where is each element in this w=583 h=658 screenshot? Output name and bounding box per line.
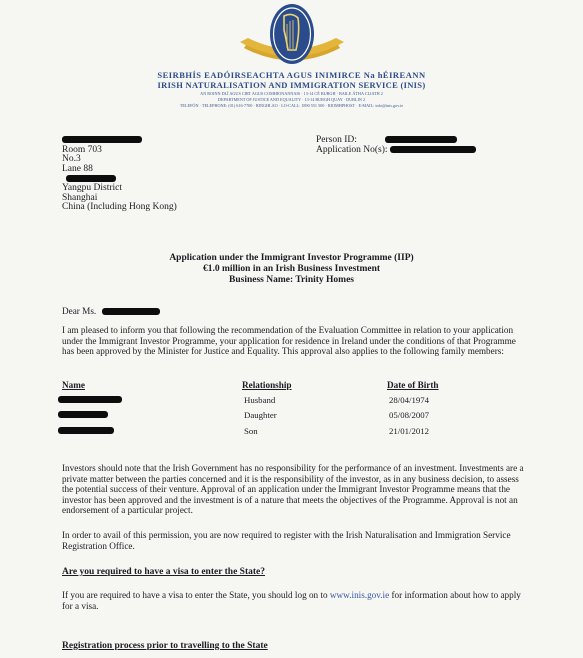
registration-paragraph: In order to avail of this permission, you are now required to register with the Irish Naturalisation and Immigration Service Registration Office.	[62, 530, 511, 551]
reference-block	[316, 136, 476, 155]
redaction-bar	[62, 136, 142, 143]
approval-paragraph: I am pleased to inform you that following the recommendation of the Evaluation Committee in relation to your application under the Immigrant Investor Programme, your application for residence in Ireland under the conditions of that Programme has been approved by the Minister for Justice and Equality. This approval also applies to the following family members:	[62, 325, 516, 357]
application-no-label: Application No(s):	[316, 144, 388, 155]
recipient-address	[62, 136, 177, 213]
visa-text: If you are required to have a visa to enter the State, you should log on to	[62, 590, 330, 600]
letter-title: Application under the Immigrant Investor Programme (IIP)	[169, 253, 414, 263]
table-row	[0, 410, 583, 422]
address-line: Shanghai	[62, 192, 98, 203]
dob-cell: 05/08/2007	[389, 410, 430, 420]
agency-address-line: AN ROINN DLÍ AGUS CIRT AGUS COMHIONANNAIS · 13-14 CÉ BURGH · BAILE ÁTHA CLIATH 2	[200, 91, 383, 96]
agency-name-irish: SEIRBHÍS EADÓIRSEACHTA AGUS INIMIRCE Na hÉIREANN	[157, 70, 426, 80]
visa-text-end: for information about how to apply for a visa.	[62, 590, 521, 611]
redaction-bar	[66, 175, 116, 182]
inis-website-link[interactable]: www.inis.gov.ie	[329, 590, 390, 600]
address-line: Room 703	[62, 144, 102, 155]
address-line: No.3	[62, 154, 81, 165]
redaction-bar	[58, 396, 122, 403]
investment-disclaimer-paragraph: Investors should note that the Irish Government has no responsibility for the performance of an investment. Investments are a private matter between the parties concerned and it is the responsibility of the investor, as in any business decision, to assess the potential success of their venture. Approval of an application under the Immigrant Investor Programme means that the investor has been approved and the investment is of a nature that meets the objectives of the Programme. Approval is not an endorsement of a particular project.	[62, 463, 524, 516]
table-header-name: Name	[62, 380, 85, 390]
table-header-dob: Date of Birth	[387, 380, 439, 390]
application-no-row	[316, 146, 476, 156]
letter-subtitle: €1.0 million in an Irish Business Investment	[202, 264, 381, 274]
salutation	[62, 306, 524, 317]
visa-heading: Are you required to have a visa to enter the State?	[62, 567, 265, 577]
relationship-cell: Husband	[244, 395, 276, 405]
address-line: Lane 88	[62, 163, 93, 174]
agency-address-line: DEPARTMENT OF JUSTICE AND EQUALITY · 13-14 BURGH QUAY · DUBLIN 2	[217, 97, 366, 102]
redaction-bar	[58, 427, 114, 434]
agency-address-line: TELEFÓN · TELEPHONE: (01) 616-7700 · RINGHLAO · LO-CALL: 1890 551 500 · RIOMHPHOST · E-MAIL: info@inis.gov.ie	[179, 103, 404, 108]
agency-name-english: IRISH NATURALISATION AND IMMIGRATION SERVICE (INIS)	[157, 80, 426, 90]
address-line: China (Including Hong Kong)	[62, 202, 177, 213]
business-name: Business Name: Trinity Homes	[229, 275, 354, 285]
dob-cell: 21/01/2012	[389, 426, 430, 436]
table-header-relationship: Relationship	[242, 380, 292, 390]
redaction-bar	[102, 308, 160, 315]
relationship-cell: Daughter	[244, 410, 277, 420]
address-line: Yangpu District	[62, 182, 122, 193]
person-id-label: Person ID:	[316, 135, 357, 145]
harp-crest-logo	[236, 2, 348, 70]
relationship-cell: Son	[244, 426, 258, 436]
redaction-bar	[390, 146, 476, 153]
redaction-bar	[385, 136, 457, 143]
redaction-bar	[58, 411, 108, 418]
visa-paragraph	[62, 590, 524, 611]
table-row	[0, 395, 583, 407]
table-row	[0, 426, 583, 438]
salutation-text: Dear Ms.	[62, 306, 97, 316]
registration-process-heading: Registration process prior to travelling to the State	[62, 641, 268, 651]
dob-cell: 28/04/1974	[389, 395, 430, 405]
